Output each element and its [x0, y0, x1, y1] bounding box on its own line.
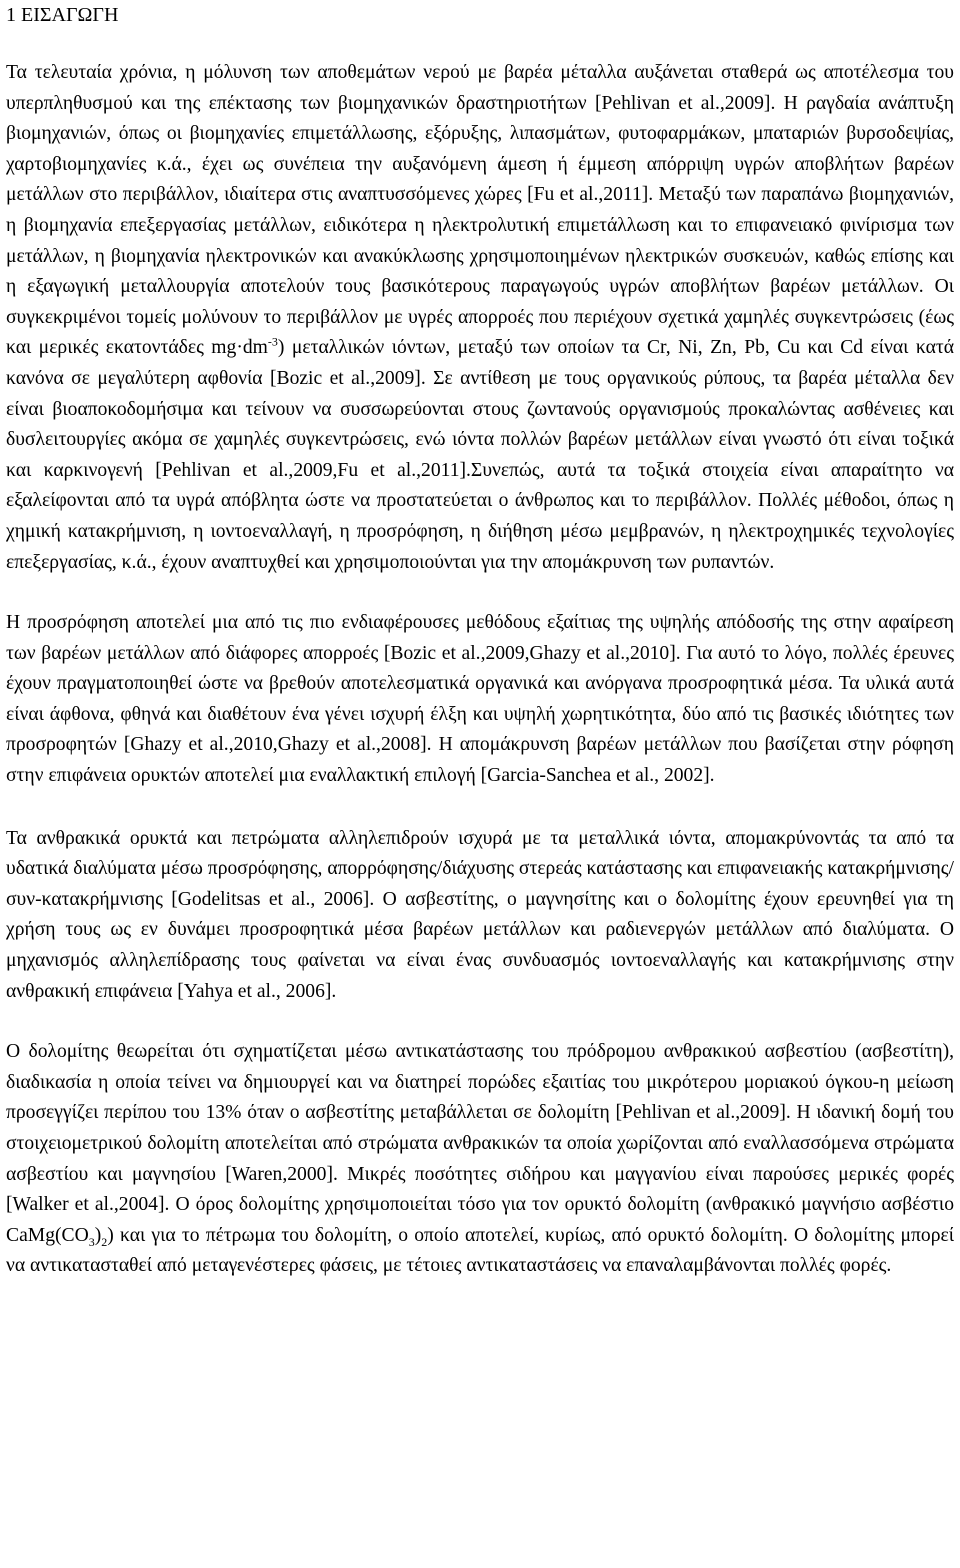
paragraph-4-text-b: ) — [94, 1224, 102, 1246]
paragraph-4-text-c: ) και για το πέτρωμα του δολομίτη, ο οποίο αποτελεί, κυρίως, από ορυκτό δολομίτη. Ο δολομίτης μπορεί να αντικατασταθεί από μεταγενέστερες φάσεις, με τέτοιες αντικαταστάσεις να επαναλαμβάνονται πολλές φορές. — [6, 1224, 954, 1277]
subscript-multiplier: 2 — [101, 1234, 108, 1249]
paragraph-1 — [6, 58, 954, 578]
paragraph-2: Η προσρόφηση αποτελεί μια από τις πιο ενδιαφέρουσες μεθόδους εξαίτιας της υψηλής απόδοσής της στην αφαίρεση των βαρέων μετάλλων από διάφορες απορροές [Bozic et al.,2009,Ghazy et al.,2010]. Για αυτό το λόγο, πολλές έρευνες έχουν πραγματοποιηθεί ώστε να βρεθούν αποτελεσματικά οργανικά και ανόργανα προσροφητικά μέσα. Τα υλικά αυτά είναι άφθονα, φθηνά και διαθέτουν ένα γένει ισχυρή έλξη και υψηλή χωρητικότητα, δύο από τις βασικές ιδιότητες των προσροφητών [Ghazy et al.,2010,Ghazy et al.,2008]. Η απομάκρυνση βαρέων μετάλλων που βασίζεται στην ρόφηση στην επιφάνεια ορυκτών αποτελεί μια εναλλακτική επιλογή [Garcia-Sanchea et al., 2002]. — [6, 612, 954, 787]
paragraph-4 — [6, 1037, 954, 1282]
section-heading: 1 ΕΙΣΑΓΩΓΗ — [6, 4, 119, 26]
paragraph-4-text-a: Ο δολομίτης θεωρείται ότι σχηματίζεται μέσω αντικατάστασης του πρόδρομου ανθρακικού ασβεστίου (ασβεστίτη), διαδικασία η οποία τείνει να δημιουργεί και να διατηρεί πορώδες εξαιτίας του μικρότερου μοριακού όγκου-η μείωση προσεγγίζει περίπου του 13% όταν ο ασβεστίτης μεταβάλλεται σε δολομίτη [Pehlivan et al.,2009]. Η ιδανική δομή του στοιχειομετρικού δολομίτη αποτελείται από στρώματα ανθρακικών τα οποία χωρίζονται από εναλλασσόμενα στρώματα ασβεστίου και μαγνησίου [Waren,2000]. Μικρές ποσότητες σιδήρου και μαγγανίου είναι παρούσες μερικές φορές [Walker et al.,2004]. Ο όρος δολομίτης χρησιμοποιείται τόσο για τον ορυκτό δολομίτη (ανθρακικό μαγνήσιο ασβέστιο CaMg(CO — [6, 1041, 954, 1246]
paragraph-3: Τα ανθρακικά ορυκτά και πετρώματα αλληλεπιδρούν ισχυρά με τα μεταλλικά ιόντα, απομακρύνοντάς τα από τα υδατικά διαλύματα μέσω προσρόφησης, απορρόφησης/διάχυσης στερεάς κατάστασης και επιφανειακής κατακρήμνισης/συν-κατακρήμνισης [Godelitsas et al., 2006]. Ο ασβεστίτης, ο μαγνησίτης και ο δολομίτης έχουν ερευνηθεί για τη χρήση τους ως εν δυνάμει προσροφητικά μέσα βαρέων μετάλλων και ραδιενεργών μετάλλων από διαλύματα. Ο μηχανισμός αλληλεπίδρασης τους φαίνεται να είναι ένας συνδυασμός ιοντοεναλλαγής και κατακρήμνισης στην ανθρακική επιφάνεια [Yahya et al., 2006]. — [6, 827, 954, 1002]
paragraph-1-text-a: Τα τελευταία χρόνια, η μόλυνση των αποθεμάτων νερού με βαρέα μέταλλα αυξάνεται σταθερά ως αποτέλεσμα του υπερπληθυσμού και της επέκτασης των βιομηχανικών δραστηριοτήτων [Pehlivan et al.,2009]. Η ραγδαία ανάπτυξη βιομηχανιών, όπως οι βιομηχανίες επιμετάλλωσης, εξόρυξης, λιπασμάτων, φυτοφαρμάκων, μπαταριών βυρσοδεψίας, χαρτοβιομηχανίες κ.ά., έχει ως συνέπεια την αυξανόμενη άμεση ή έμμεση απόρριψη υγρών αποβλήτων βαρέων μετάλλων στο περιβάλλον, ιδιαίτερα στις αναπτυσσόμενες χώρες [Fu et al.,2011]. Μεταξύ των παραπάνω βιομηχανιών, η βιομηχανία επεξεργασίας μετάλλων, ειδικότερα η ηλεκτρολυτική επιμετάλλωση και το επιφανειακό φινίρισμα των μετάλλων, η βιομηχανία ηλεκτρονικών και ανακύκλωσης χρησιμοποιημένων ηλεκτρικών συσκευών, καθώς επίσης και η εξαγωγική μεταλλουργία αποτελούν τους βασικότερους παραγωγούς υγρών αποβλήτων βαρέων μετάλλων. Οι συγκεκριμένοι τομείς μολύνουν το περιβάλλον με υγρές απορροές που περιέχουν σχετικά χαμηλές συγκεντρώσεις (έως και μερικές εκατοντάδες mg·dm — [6, 62, 954, 359]
document-page — [6, 0, 954, 1282]
paragraph-1-text-b: ) μεταλλικών ιόντων, μεταξύ των οποίων τα Cr, Ni, Zn, Pb, Cu και Cd είναι κατά κανόνα σε μεγαλύτερη αφθονία [Bozic et al.,2009]. Σε αντίθεση με τους οργανικούς ρύπους, τα βαρέα μέταλλα δεν είναι βιοαποκοδομήσιμα και τείνουν να συσσωρεύονται στους ζωντανούς οργανισμούς προκαλώντας ασθένειες και δυσλειτουργίες ακόμα σε χαμηλές συγκεντρώσεις, ενώ ιόντα πολλών βαρέων μετάλλων είναι γνωστό ότι είναι τοξικά και καρκινογενή [Pehlivan et al.,2009,Fu et al.,2011].Συνεπώς, αυτά τα τοξικά στοιχεία είναι απαραίτητο να εξαλείφονται από τα υγρά απόβλητα ώστε να προστατεύεται ο άνθρωπος και το περιβάλλον. Πολλές μέθοδοι, όπως η χημική κατακρήμνιση, η ιοντοεναλλαγή, η προσρόφηση, η διήθηση μέσω μεμβρανών, η ηλεκτροχημικές τεχνολογίες επεξεργασίας, κ.ά., έχουν αναπτυχθεί και χρησιμοποιούνται για την απομάκρυνση των ρυπαντών. — [6, 337, 955, 573]
superscript-exponent: -3 — [267, 334, 278, 349]
subscript-carbonate: 3 — [88, 1234, 95, 1249]
